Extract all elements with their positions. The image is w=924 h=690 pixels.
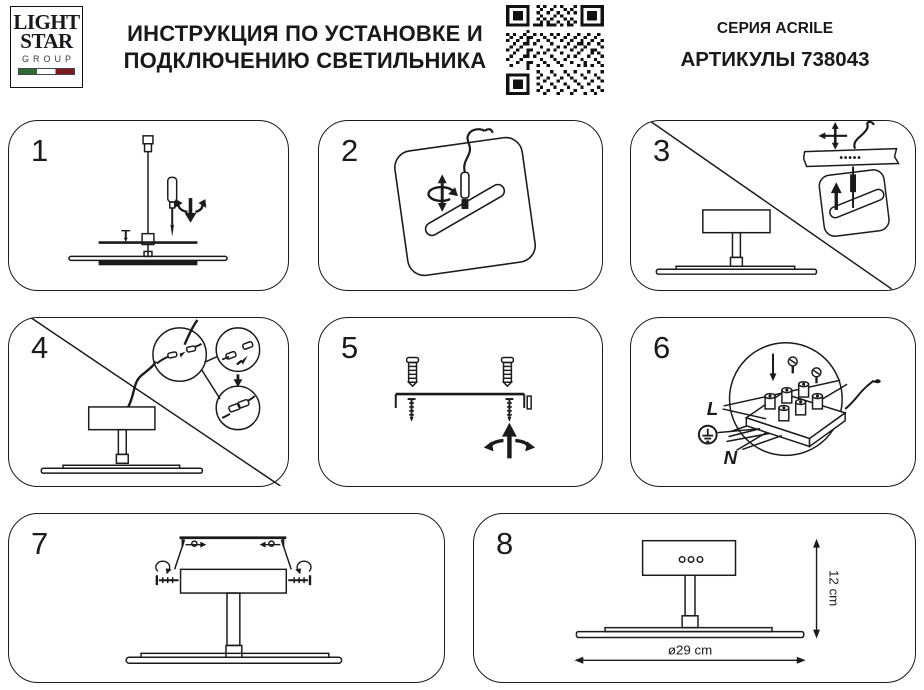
logo-word-light: LIGHT — [13, 10, 80, 34]
side-screw-icon — [156, 561, 179, 585]
diameter-label: ø29 cm — [667, 642, 713, 658]
page-title-line1: ИНСТРУКЦИЯ ПО УСТАНОВКЕ И — [127, 21, 483, 46]
step-panel-2 — [318, 120, 603, 291]
step-panel-6 — [630, 317, 916, 487]
ceiling-bracket — [175, 538, 292, 570]
live-label: L — [706, 397, 719, 419]
arrow-down-icon — [233, 374, 242, 387]
height-dimension — [813, 539, 841, 639]
suspension-rod — [142, 136, 154, 257]
step-number-1: 1 — [31, 133, 49, 168]
lamp-base-plate — [576, 628, 803, 638]
ceiling-bracket-inset — [804, 122, 899, 237]
output-wire — [845, 386, 867, 409]
earth-icon — [699, 426, 717, 444]
lamp-head — [643, 541, 736, 576]
rotate-up-arrow-icon — [484, 423, 535, 459]
step-panel-7 — [8, 513, 445, 683]
step1-diagram — [9, 121, 288, 290]
step6-diagram — [631, 318, 915, 486]
step-panel-4 — [8, 317, 289, 487]
wall-plug-icon — [502, 358, 514, 387]
side-screw-icon — [288, 561, 311, 585]
wire-connector — [461, 172, 469, 209]
step2-diagram — [319, 121, 602, 290]
product-info — [652, 20, 898, 72]
terminal-screw-icon — [788, 357, 797, 373]
height-label: 12 cm — [826, 569, 842, 607]
logo-word-group: GROUP — [21, 54, 75, 64]
move-rotate-arrow-icon — [429, 174, 459, 212]
step-number-3: 3 — [653, 133, 671, 168]
move-rotate-arrow-icon — [818, 122, 847, 150]
arrow-down-icon — [770, 354, 777, 382]
article-number: АРТИКУЛЫ 738043 — [680, 48, 870, 71]
logo-flag-stripe — [18, 68, 75, 75]
step-number-8: 8 — [496, 526, 514, 561]
lightstar-logo — [10, 6, 83, 88]
lamp-base-plate — [126, 653, 341, 663]
logo-word-star: STAR — [20, 29, 73, 53]
page-title-line2: ПОДКЛЮЧЕНИЮ СВЕТИЛЬНИКА — [123, 48, 487, 73]
step-panel-8 — [473, 513, 916, 683]
qr-code — [506, 5, 604, 95]
up-arrow-icon — [831, 182, 842, 210]
step-number-7: 7 — [31, 526, 49, 561]
power-wire — [854, 123, 867, 149]
lamp-stem — [226, 593, 242, 657]
page-title — [100, 20, 510, 74]
lamp-head — [181, 569, 287, 593]
lamp-bar — [423, 182, 506, 238]
step-number-5: 5 — [341, 330, 359, 365]
step-number-4: 4 — [31, 330, 49, 365]
step-panel-1 — [8, 120, 289, 291]
step-panel-5 — [318, 317, 603, 487]
lamp-stem — [682, 575, 698, 627]
power-wire — [128, 361, 156, 406]
screw-icon — [121, 231, 130, 242]
step7-diagram — [9, 514, 444, 682]
step4-diagram — [9, 318, 288, 486]
step3-diagram — [631, 121, 915, 290]
diameter-dimension — [574, 642, 805, 663]
step8-diagram — [474, 514, 915, 682]
screw-icon — [505, 399, 513, 422]
rotate-down-arrow-icon — [175, 198, 207, 223]
power-wire — [464, 129, 484, 172]
connector-inset-circles — [153, 328, 260, 430]
step-number-2: 2 — [341, 133, 359, 168]
step-number-6: 6 — [653, 330, 671, 365]
step-panel-3 — [630, 120, 916, 291]
series-label: СЕРИЯ ACRILE — [716, 20, 834, 37]
wall-plug-icon — [407, 358, 419, 387]
terminal-screw-icon — [812, 368, 821, 383]
screw-icon — [408, 399, 416, 422]
neutral-label: N — [723, 447, 738, 469]
step5-diagram — [319, 318, 602, 486]
